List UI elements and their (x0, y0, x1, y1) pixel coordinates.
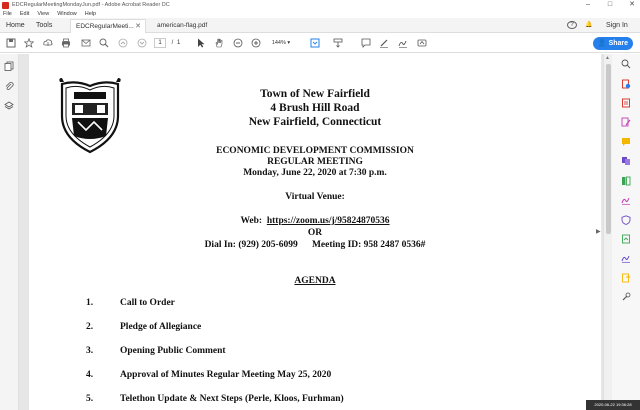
draw-signature-icon[interactable] (397, 37, 409, 49)
tab-document-flag[interactable] (152, 19, 230, 33)
scroll-mode-icon[interactable] (332, 37, 344, 49)
menu-view[interactable]: View (37, 11, 50, 17)
next-page-icon[interactable] (136, 37, 148, 49)
share-person-icon: 👤 (597, 40, 607, 47)
menu-edit[interactable]: Edit (19, 11, 30, 17)
venue-heading: Virtual Venue: (285, 192, 345, 202)
combine-files-icon[interactable] (620, 155, 632, 167)
page-indicator (154, 38, 180, 48)
stamp-sign-icon[interactable] (416, 37, 428, 49)
window-title: EDCRegularMeetingMondayJun.pdf - Adobe Acrobat Reader DC (12, 2, 170, 8)
export-pdf-icon[interactable] (620, 78, 632, 90)
dial-in-number: Dial In: (929) 205-6099 (204, 240, 298, 250)
agenda-item-number: 1. (86, 298, 94, 308)
scroll-up-icon[interactable]: ▲ (605, 55, 610, 61)
tab-document-edc[interactable] (70, 19, 146, 33)
agenda-item-number: 2. (86, 322, 94, 332)
zoom-in-icon[interactable] (250, 37, 262, 49)
agenda-item-text: Telethon Update & Next Steps (Perle, Kloos, Furhman) (120, 394, 344, 404)
meeting-id: Meeting ID: 958 2487 0536# (311, 240, 426, 250)
agenda-item-text: Pledge of Allegiance (120, 322, 202, 332)
address-city: New Fairfield, Connecticut (248, 116, 382, 128)
page-number-input[interactable]: 1 (154, 38, 166, 48)
comment-tool-icon[interactable] (620, 136, 632, 148)
meeting-datetime: Monday, June 22, 2020 at 7:30 p.m. (243, 168, 387, 178)
attachments-icon[interactable] (3, 80, 15, 92)
zoom-level-value: 144% (271, 40, 286, 46)
web-label: Web: (240, 216, 263, 226)
optimize-pdf-icon[interactable] (620, 233, 632, 245)
meeting-type: REGULAR MEETING (267, 157, 363, 167)
upload-cloud-icon[interactable] (42, 37, 54, 49)
tab-document-label: american-flag.pdf (157, 22, 208, 29)
page-total: 1 (177, 40, 181, 46)
bell-icon[interactable]: 🔔 (585, 22, 593, 28)
address-street: 4 Brush Hill Road (270, 102, 360, 114)
close-window-button[interactable]: ✕ (629, 1, 635, 8)
tab-bar (0, 18, 640, 33)
left-navigation-pane (0, 54, 19, 410)
web-line (29, 216, 601, 226)
send-file-icon[interactable] (620, 272, 632, 284)
agenda-item-text: Call to Order (120, 298, 175, 308)
find-zoom-icon[interactable] (98, 37, 110, 49)
tab-tools[interactable]: Tools (36, 22, 53, 29)
select-cursor-icon[interactable] (195, 37, 207, 49)
zoom-level-select[interactable] (266, 38, 296, 48)
bookmark-star-icon[interactable] (23, 37, 35, 49)
zoom-out-icon[interactable] (232, 37, 244, 49)
help-icon[interactable]: ? (567, 21, 577, 29)
share-button[interactable] (593, 37, 633, 50)
vertical-scrollbar[interactable] (603, 54, 612, 410)
edit-pdf-icon[interactable] (620, 116, 632, 128)
title-bar (0, 0, 640, 10)
previous-page-icon[interactable] (117, 37, 129, 49)
email-icon[interactable] (80, 37, 92, 49)
agenda-item-number: 5. (86, 394, 94, 404)
minimize-button[interactable]: – (586, 1, 590, 8)
dial-in-line (29, 240, 601, 250)
agenda-item-number: 3. (86, 346, 94, 356)
commission-name: ECONOMIC DEVELOPMENT COMMISSION (216, 146, 414, 156)
recording-timestamp: 2020-06-22 19:36:28 (586, 400, 640, 410)
print-icon[interactable] (60, 37, 72, 49)
organize-pages-icon[interactable] (620, 175, 632, 187)
toolbar (0, 33, 640, 53)
tab-home[interactable]: Home (6, 22, 25, 29)
page-thumbnails-icon[interactable] (3, 60, 15, 72)
zoom-link[interactable]: https://zoom.us/j/95824870536 (266, 216, 390, 226)
menu-window[interactable]: Window (57, 11, 77, 17)
page-separator: / (171, 40, 174, 46)
create-pdf-icon[interactable] (620, 97, 632, 109)
comment-icon[interactable] (360, 37, 372, 49)
fit-page-icon[interactable] (309, 37, 321, 49)
save-icon[interactable] (5, 37, 17, 49)
town-name: Town of New Fairfield (260, 88, 370, 100)
acrobat-icon (2, 2, 9, 9)
agenda-item-text: Opening Public Comment (120, 346, 226, 356)
protect-shield-icon[interactable] (620, 214, 632, 226)
layers-icon[interactable] (3, 100, 15, 112)
pdf-page (29, 54, 601, 410)
share-label: Share (608, 40, 629, 47)
menu-help[interactable]: Help (84, 11, 97, 17)
more-tools-icon[interactable] (620, 291, 632, 303)
chevron-down-icon: ▾ (287, 40, 291, 46)
tab-document-label: EDCRegularMeeti... (76, 23, 134, 30)
or-separator: OR (307, 228, 323, 238)
scrollbar-thumb[interactable] (606, 64, 611, 234)
send-for-signature-icon[interactable] (620, 252, 632, 264)
fill-sign-icon[interactable] (620, 194, 632, 206)
document-view[interactable] (19, 54, 603, 410)
agenda-heading: AGENDA (294, 276, 336, 286)
hand-tool-icon[interactable] (213, 37, 225, 49)
maximize-button[interactable]: □ (607, 1, 613, 8)
menu-bar (0, 10, 640, 18)
right-tools-pane (612, 54, 640, 410)
right-pane-collapse-icon[interactable]: ▶ (596, 229, 601, 235)
highlight-pen-icon[interactable] (378, 37, 390, 49)
agenda-item-number: 4. (86, 370, 94, 380)
close-tab-icon[interactable]: ✕ (135, 23, 141, 30)
sign-in-link[interactable]: Sign In (606, 22, 628, 29)
menu-file[interactable]: File (3, 11, 12, 17)
agenda-item-text: Approval of Minutes Regular Meeting May 25, 2020 (120, 370, 332, 380)
search-icon[interactable] (620, 58, 632, 70)
